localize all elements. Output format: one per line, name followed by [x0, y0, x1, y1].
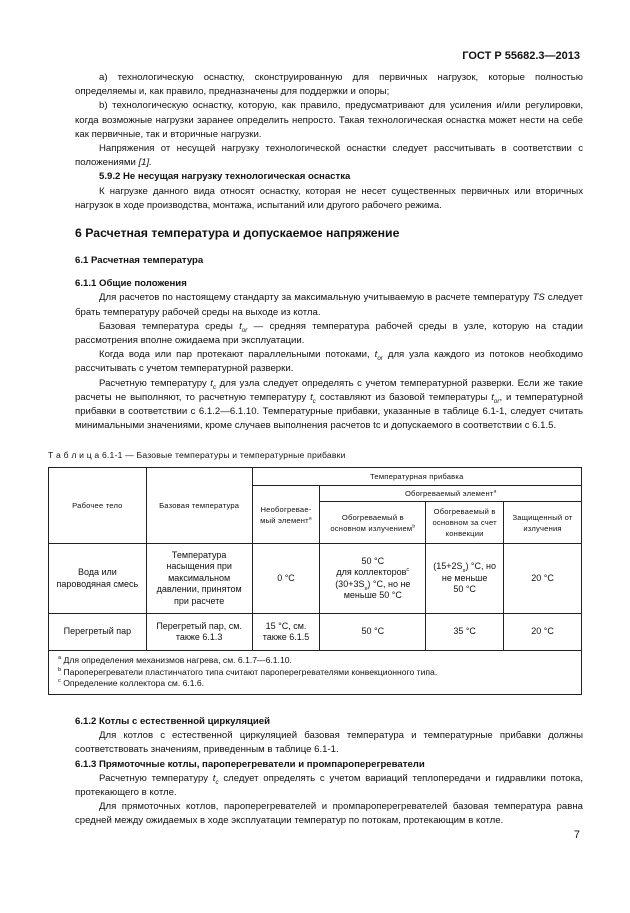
cell-convection: $(15+2S_s)$ °С, но не меньше 50 °С — [426, 544, 504, 614]
paragraph-b: b) технологическую оснастку, которую, как правило, предусматривают для усиления и/или регулировки, когда возможные нагрузки заранее определить непросто. Такая технологическая оснастка может нести на себе как первичные, так и вторичные нагрузки. — [75, 100, 583, 140]
document-header: ГОСТ Р 55682.3—2013 — [462, 50, 580, 62]
paragraph-6-1-1-4: Расчетную температуру $t_c$ для узла следует определять с учетом температурной разверки. Если же такие расчеты не выполняют, то расчетную температуру $t_c$ составляют из базовой температуры $t_{or}$, и температурной прибавки в соответствии с 6.1.2—6.1.10. Температурные прибавки, указанные в таблице 6.1-1, следует считать минимальными значениями, кроме случаев выполнения расчетов tc и допускаемого в соответствии с 6.1.5. — [75, 377, 583, 432]
paragraph-6-1-1-3: Когда вода или пар протекают параллельными потоками, $t_{or}$ для узла каждого из потоков необходимо рассчитывать с учетом температурной разверки. — [75, 349, 583, 375]
paragraph-6-1-1-2: Базовая температура среды $t_{or}$ — средняя температура рабочей среды в узле, которую на стадии рассмотрения вполне ожидаема при эксплуатации. — [75, 320, 583, 347]
footnote-a: $^a$ Для определения механизмов нагрева, см. 6.1.7—6.1.10. — [58, 655, 292, 665]
section-5-9-text — [75, 71, 583, 213]
table-caption: Т а б л и ц а 6.1-1 — Базовые температуры и температурные прибавки — [48, 450, 346, 460]
section-6-1-2-text — [75, 715, 583, 829]
section-6-1-text — [75, 254, 583, 433]
cell-medium: Вода или пароводяная смесь — [49, 544, 147, 614]
paragraph-6-1-1-1: Для расчетов по настоящему стандарту за максимальную учитываемую в расчете температуру TS следует брать температуру рабочей среды на выходе из котла. — [75, 292, 583, 318]
col-header-heated: Обогреваемый элемент$^a$ — [320, 486, 582, 502]
paragraph-6-1-3-2: Для прямоточных котлов, пароперегревателей и промпароперегревателей базовая температура равна средней между ожидаемых в ходе эксплуатации температур по потокам, протекающим в котле. — [75, 801, 583, 827]
cell-convection: 35 °С — [426, 614, 504, 651]
section-6 — [75, 226, 583, 240]
paragraph-6-1-3-1: Расчетную температуру $t_c$ следует определять с учетом вариаций теплопередачи и гидравлики потока, протекающего в котле. — [75, 772, 583, 799]
table-row — [49, 544, 582, 614]
heading-6-1-1: 6.1.1 Общие положения — [75, 278, 187, 290]
heading-5-9-2: 5.9.2 Не несущая нагрузку технологическая оснастка — [99, 171, 351, 183]
paragraph-a: а) технологическую оснастку, сконструированную для первичных нагрузок, которые полностью определяемы и, как правило, предназначены для поддержки и опоры; — [75, 72, 583, 98]
col-header-convection: Обогреваемый в основном за счет конвекции — [426, 502, 504, 544]
heading-6-1-2: 6.1.2 Котлы с естественной циркуляцией — [75, 716, 270, 727]
cell-shielded: 20 °С — [504, 544, 582, 614]
footnote-c: $^c$ Определение коллектора см. 6.1.6. — [58, 678, 205, 688]
paragraph-6-1-2: Для котлов с естественной циркуляцией базовая температура и температурные прибавки должны соответствовать значениям, приведенным в таблице 6.1-1. — [75, 730, 583, 756]
heading-section-6: 6 Расчетная температура и допускаемое напряжение — [75, 226, 400, 240]
footnotes-cell — [49, 651, 582, 695]
heading-6-1: 6.1 Расчетная температура — [75, 255, 204, 266]
footnote-b: $^b$ Пароперегреватели пластинчатого типа считают пароперегревателями конвекционного типа. — [58, 666, 438, 677]
cell-unheated: 15 °С, см. также 6.1.5 — [252, 614, 320, 651]
col-header-shielded: Защищенный от излучения — [504, 502, 582, 544]
paragraph-5-9-2: К нагрузке данного вида относят оснастку, которая не несет существенных первичных или вторичных нагрузок в ходе производства, монтажа, испытаний или другого рабочего режима. — [75, 185, 583, 211]
col-header-radiation: Обогреваемый в основном излучением$^b$ — [320, 502, 426, 544]
col-header-allowance: Температурная прибавка — [252, 468, 581, 486]
cell-radiation: 50 °С для коллекторов$^c$ $(30+3S_s)$ °С, но не меньше 50 °С — [320, 544, 426, 614]
table-footnotes — [49, 651, 582, 695]
table-row — [49, 614, 582, 651]
cell-base: Перегретый пар, см. также 6.1.3 — [146, 614, 252, 651]
col-header-unheated: Необогревае-мый элемент$^a$ — [252, 486, 320, 544]
page-number: 7 — [573, 829, 580, 841]
col-header-medium: Рабочее тело — [49, 468, 147, 544]
cell-base: Температура насыщения при максимальном давлении, принятом при расчете — [146, 544, 252, 614]
cell-medium: Перегретый пар — [49, 614, 147, 651]
temperature-table — [48, 467, 582, 695]
paragraph-stress: Напряжения от несущей нагрузку технологической оснастки следует рассчитывать в соответствии с положениями [1]. — [75, 143, 583, 169]
cell-shielded: 20 °С — [504, 614, 582, 651]
heading-6-1-3: 6.1.3 Прямоточные котлы, пароперегреватели и промпароперегреватели — [75, 758, 425, 770]
cell-unheated: 0 °С — [252, 544, 320, 614]
col-header-base: Базовая температура — [146, 468, 252, 544]
cell-radiation: 50 °С — [320, 614, 426, 651]
reference-link[interactable]: [1]. — [138, 157, 152, 169]
